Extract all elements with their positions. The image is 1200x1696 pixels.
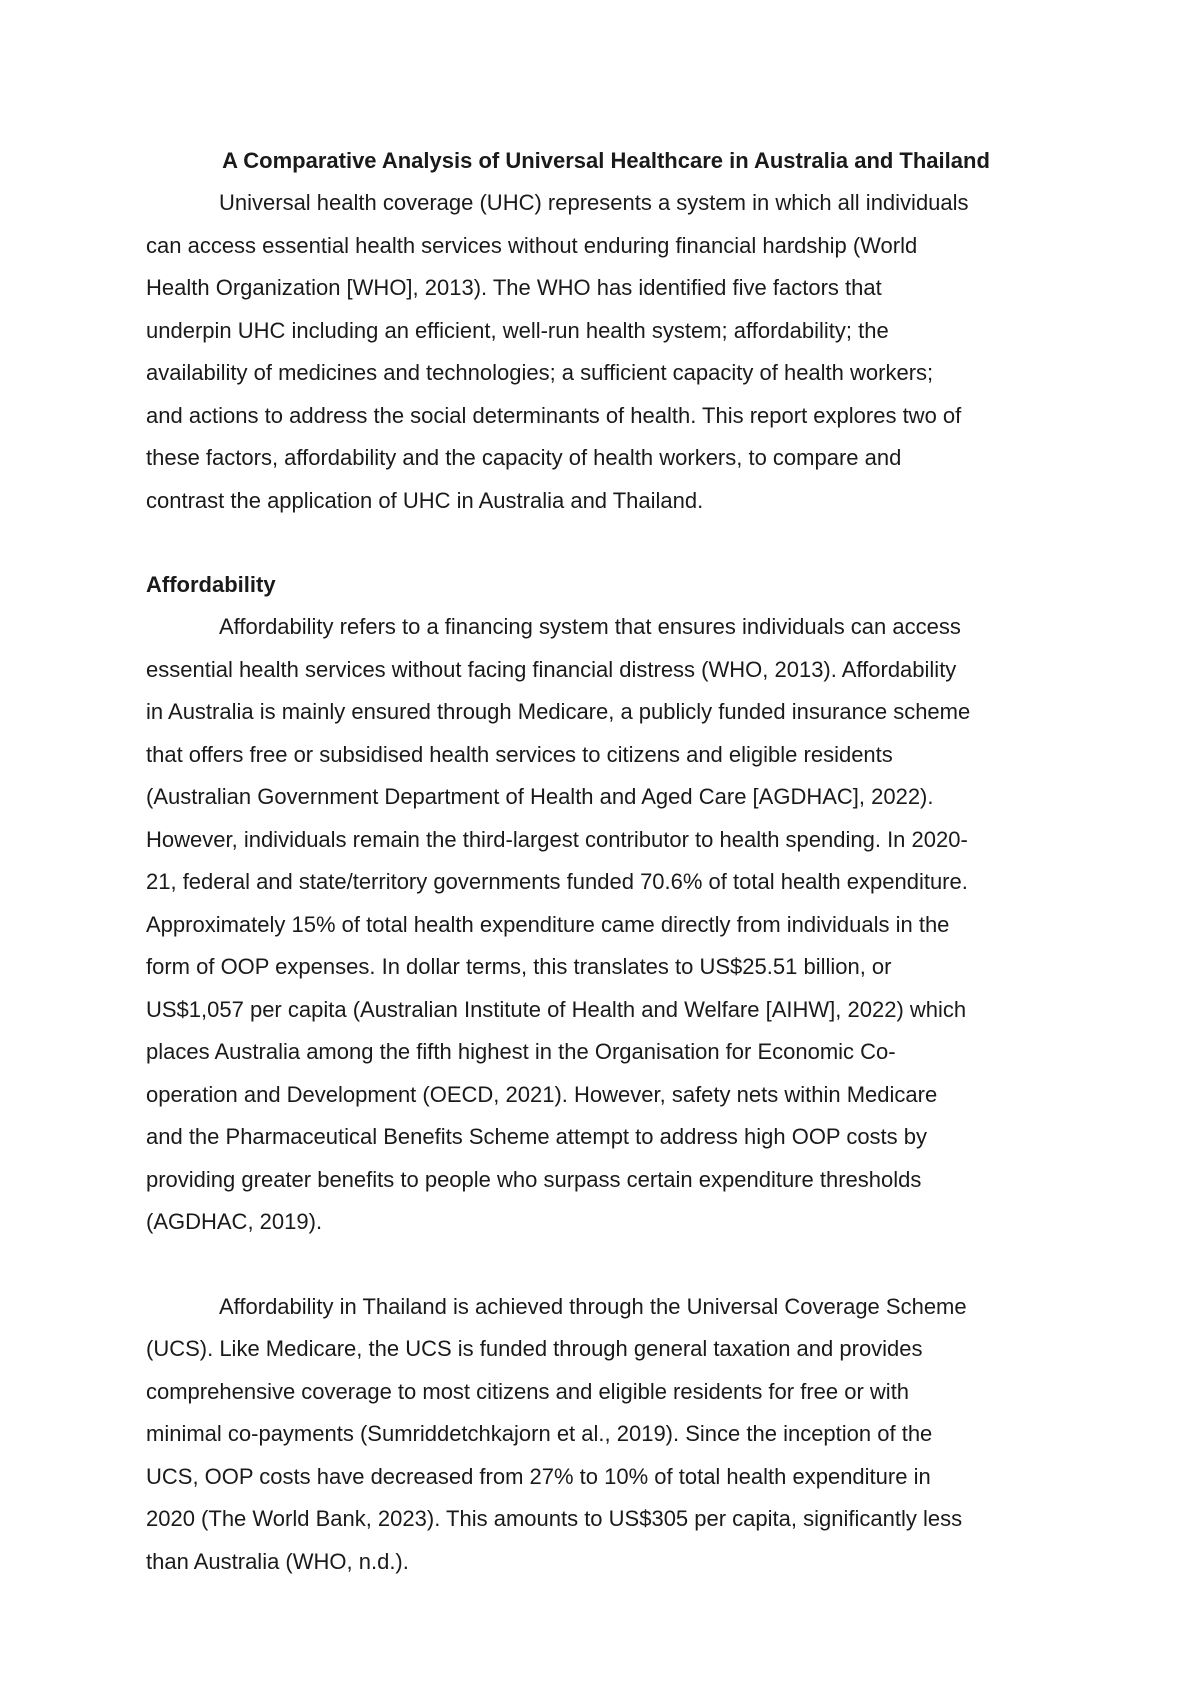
text-line: (UCS). Like Medicare, the UCS is funded through general taxation and provides: [146, 1336, 923, 1361]
text-line: places Australia among the fifth highest in the Organisation for Economic Co-: [146, 1039, 896, 1064]
text-line: operation and Development (OECD, 2021). However, safety nets within Medicare: [146, 1081, 938, 1107]
text-line: in Australia is mainly ensured through Medicare, a publicly funded insurance scheme: [146, 699, 971, 724]
document-title: A Comparative Analysis of Universal Healthcare in Australia and Thailand: [222, 148, 990, 173]
text-line: (Australian Government Department of Health and Aged Care [AGDHAC], 2022).: [146, 784, 934, 809]
text-line: Affordability in Thailand is achieved through the Universal Coverage Scheme: [219, 1293, 967, 1319]
text-line: Health Organization [WHO], 2013). The WHO has identified five factors that: [146, 275, 882, 300]
text-line: US$1,057 per capita (Australian Institute of Health and Welfare [AIHW], 2022) which: [146, 996, 967, 1022]
text-line: form of OOP expenses. In dollar terms, this translates to US$25.51 billion, or: [146, 954, 892, 979]
affordability-paragraph-australia: [146, 606, 1066, 1244]
text-line: underpin UHC including an efficient, well-run health system; affordability; the: [146, 317, 889, 343]
text-line: and the Pharmaceutical Benefits Scheme attempt to address high OOP costs by: [146, 1124, 928, 1149]
text-line: 21, federal and state/territory governments funded 70.6% of total health expenditure.: [146, 869, 968, 894]
text-line: comprehensive coverage to most citizens and eligible residents for free or with: [146, 1378, 910, 1404]
text-line: contrast the application of UHC in Australia and Thailand.: [146, 487, 704, 513]
text-line: availability of medicines and technologies; a sufficient capacity of health workers;: [146, 360, 934, 385]
text-line: 2020 (The World Bank, 2023). This amounts to US$305 per capita, significantly less: [146, 1506, 963, 1531]
intro-paragraph: [146, 182, 1066, 522]
text-line: (AGDHAC, 2019).: [146, 1209, 323, 1234]
text-line: Universal health coverage (UHC) represents a system in which all individuals: [219, 190, 969, 215]
text-line: can access essential health services without enduring financial hardship (World: [146, 232, 918, 258]
text-line: minimal co-payments (Sumriddetchkajorn et al., 2019). Since the inception of the: [146, 1421, 933, 1446]
paragraph-spacer: [146, 1244, 1066, 1286]
affordability-paragraph-thailand: [146, 1286, 1066, 1584]
text-line: that offers free or subsidised health services to citizens and eligible residents: [146, 741, 893, 767]
text-line: essential health services without facing financial distress (WHO, 2013). Affordability: [146, 656, 957, 682]
section-heading: Affordability: [146, 572, 276, 597]
text-line: than Australia (WHO, n.d.).: [146, 1548, 409, 1574]
text-line: and actions to address the social determinants of health. This report explores two of: [146, 402, 962, 428]
text-line: providing greater benefits to people who surpass certain expenditure thresholds: [146, 1166, 922, 1192]
text-line: these factors, affordability and the capacity of health workers, to compare and: [146, 445, 902, 470]
text-line: However, individuals remain the third-largest contributor to health spending. In 2020-: [146, 826, 968, 852]
document-page: [146, 140, 1066, 1583]
text-line: Approximately 15% of total health expenditure came directly from individuals in the: [146, 911, 950, 937]
text-line: Affordability refers to a financing system that ensures individuals can access: [219, 614, 961, 639]
text-line: UCS, OOP costs have decreased from 27% to 10% of total health expenditure in: [146, 1463, 931, 1489]
